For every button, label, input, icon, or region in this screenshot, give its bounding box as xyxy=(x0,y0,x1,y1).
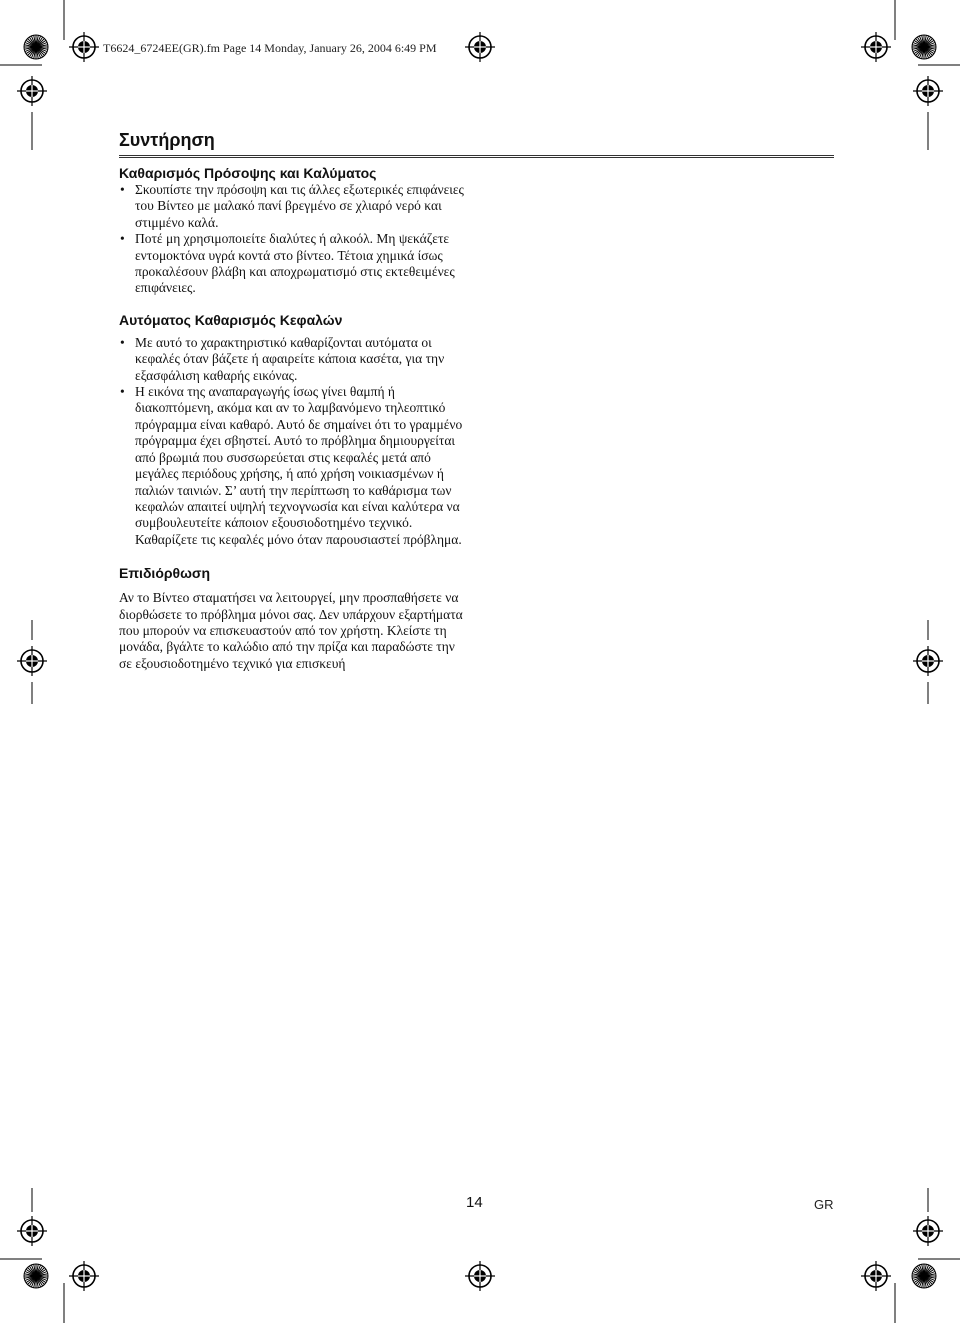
registration-mark-icon xyxy=(913,1216,943,1246)
language-code: GR xyxy=(814,1197,834,1212)
list-item: • Ποτέ μη χρησιμοποιείτε διαλύτες ή αλκοόλ. Μη ψεκάζετε εντομοκτόνα υγρά κοντά στο βίντεο. Τέτοια χημικά ίσως προκαλέσουν βλάβη και αποχρωματισμό στις εκτεθειμένες επιφάνειες. xyxy=(119,231,464,297)
section-cleaning-cabinet xyxy=(119,164,464,297)
star-target-icon xyxy=(912,1264,936,1288)
registration-mark-icon xyxy=(913,76,943,106)
section-heading: Αυτόματος Καθαρισμός Κεφαλών xyxy=(119,311,343,328)
main-column xyxy=(119,164,464,672)
star-target-icon xyxy=(24,35,48,59)
section-heading: Επιδιόρθωση xyxy=(119,565,211,582)
bullet-list xyxy=(119,335,464,548)
registration-mark-icon xyxy=(17,1216,47,1246)
repair-paragraph: Αν το Βίντεο σταματήσει να λειτουργεί, μην προσπαθήσετε να διορθώσετε το πρόβλημα μόνοι σας. Δεν υπάρχουν εξαρτήματα που μπορούν να επισκευαστούν από τον χρήστη. Κλείστε τη μονάδα, βγάλτε το καλώδιο από την πρίζα και παραδώστε την σε εξουσιοδοτημένο τεχνικό για επισκευή xyxy=(119,590,463,671)
list-item: • Η εικόνα της αναπαραγωγής ίσως γίνει θαμπή ή διακοπτόμενη, ακόμα και αν το λαμβανόμενο τηλεοπτικό πρόγραμμα είναι καθαρό. Αυτό δε σημαίνει ότι το γραμμένο πρόγραμμα έχει σβηστεί. Αυτό το πρόβλημα δημιουργείται από βρωμιά που συσσωρεύεται στις κεφαλές μετά από μεγάλες περιόδους χρήσης, ή από χρήση νοικιασμένων ή παλιών ταινιών. Σ’ αυτή την περίπτωση το καθάρισμα των κεφαλών απαιτεί υψηλή τεχνογνωσία και είναι καλύτερα να συμβουλευτείτε κάποιον εξουσιοδοτημένο τεχνικό. Καθαρίζετε τις κεφαλές μόνο όταν παρουσιαστεί πρόβλημα. xyxy=(119,384,464,548)
section-repair xyxy=(119,564,464,672)
section-auto-head-cleaning xyxy=(119,311,464,548)
star-target-icon xyxy=(24,1264,48,1288)
registration-mark-icon xyxy=(69,32,99,62)
star-target-icon xyxy=(912,35,936,59)
registration-mark-icon xyxy=(913,646,943,676)
registration-mark-icon xyxy=(861,32,891,62)
title-rule xyxy=(119,155,834,158)
registration-mark-icon xyxy=(465,1261,495,1291)
registration-mark-icon xyxy=(69,1261,99,1291)
page-title: Συντήρηση xyxy=(119,130,215,150)
registration-mark-icon xyxy=(17,646,47,676)
registration-mark-icon xyxy=(861,1261,891,1291)
page-content xyxy=(119,128,834,672)
page-number: 14 xyxy=(466,1194,483,1211)
registration-mark-icon xyxy=(17,76,47,106)
section-heading: Καθαρισμός Πρόσοψης και Καλύματος xyxy=(119,165,377,181)
bullet-list xyxy=(119,182,464,297)
list-item: • Με αυτό το χαρακτηριστικό καθαρίζονται αυτόματα οι κεφαλές όταν βάζετε ή αφαιρείτε κάποια κασέτα, για την εξασφάλιση καθαρής εικόνας. xyxy=(119,335,464,384)
registration-mark-icon xyxy=(465,32,495,62)
print-slug: T6624_6724EE(GR).fm Page 14 Monday, January 26, 2004 6:49 PM xyxy=(103,41,437,55)
list-item: • Σκουπίστε την πρόσοψη και τις άλλες εξωτερικές επιφάνειες του Βίντεο με μαλακό πανί βρεγμένο σε χλιαρό νερό και στιμμένο καλά. xyxy=(119,182,464,231)
